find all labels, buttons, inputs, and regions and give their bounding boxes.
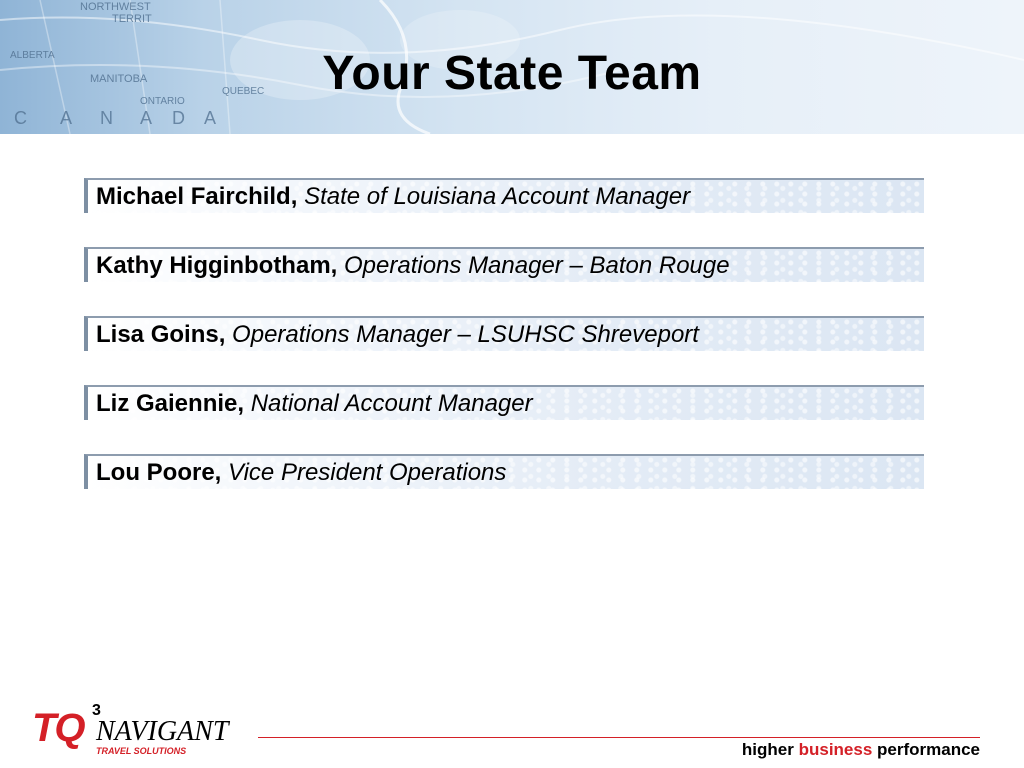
team-member-text xyxy=(96,459,506,487)
map-label: A xyxy=(204,108,217,128)
tagline xyxy=(742,740,980,760)
map-label: ONTARIO xyxy=(140,96,185,107)
map-label: N xyxy=(100,108,113,128)
member-role: Vice President Operations xyxy=(228,459,507,486)
team-member-row xyxy=(84,316,924,351)
member-name: Lou Poore, xyxy=(96,459,222,486)
map-label: ALBERTA xyxy=(10,50,55,61)
tagline-accent: business xyxy=(798,740,873,759)
member-role: Operations Manager – Baton Rouge xyxy=(344,252,730,279)
member-name: Lisa Goins, xyxy=(96,321,226,348)
team-member-row xyxy=(84,178,924,213)
map-label: A xyxy=(140,108,153,128)
team-member-text xyxy=(96,390,533,418)
member-name: Liz Gaiennie, xyxy=(96,390,245,417)
team-member-row xyxy=(84,247,924,282)
team-member-text xyxy=(96,252,730,280)
member-name: Michael Fairchild, xyxy=(96,183,298,210)
map-label: D xyxy=(172,108,185,128)
logo-brand: NAVIGANT xyxy=(96,716,229,747)
map-label: C xyxy=(14,108,27,128)
logo-subtitle: TRAVEL SOLUTIONS xyxy=(96,746,187,756)
team-member-row xyxy=(84,454,924,489)
tagline-part1: higher xyxy=(741,740,799,759)
team-list xyxy=(84,178,924,523)
member-role: State of Louisiana Account Manager xyxy=(304,183,691,210)
footer-divider xyxy=(258,737,980,738)
team-member-row xyxy=(84,385,924,420)
map-label: NORTHWEST xyxy=(80,1,151,13)
map-label: A xyxy=(60,108,73,128)
member-role: National Account Manager xyxy=(250,390,533,417)
tagline-part2: performance xyxy=(872,740,980,759)
page-title: Your State Team xyxy=(322,47,702,100)
navigant-logo xyxy=(32,702,252,762)
logo-mark: TQ xyxy=(32,706,84,750)
map-label: TERRIT xyxy=(112,13,152,25)
logo-superscript: 3 xyxy=(92,702,101,719)
member-name: Kathy Higginbotham, xyxy=(96,252,338,279)
map-label: MANITOBA xyxy=(90,73,148,85)
team-member-text xyxy=(96,321,699,349)
team-member-text xyxy=(96,183,690,211)
member-role: Operations Manager – LSUHSC Shreveport xyxy=(232,321,699,348)
map-label: QUEBEC xyxy=(222,86,265,97)
